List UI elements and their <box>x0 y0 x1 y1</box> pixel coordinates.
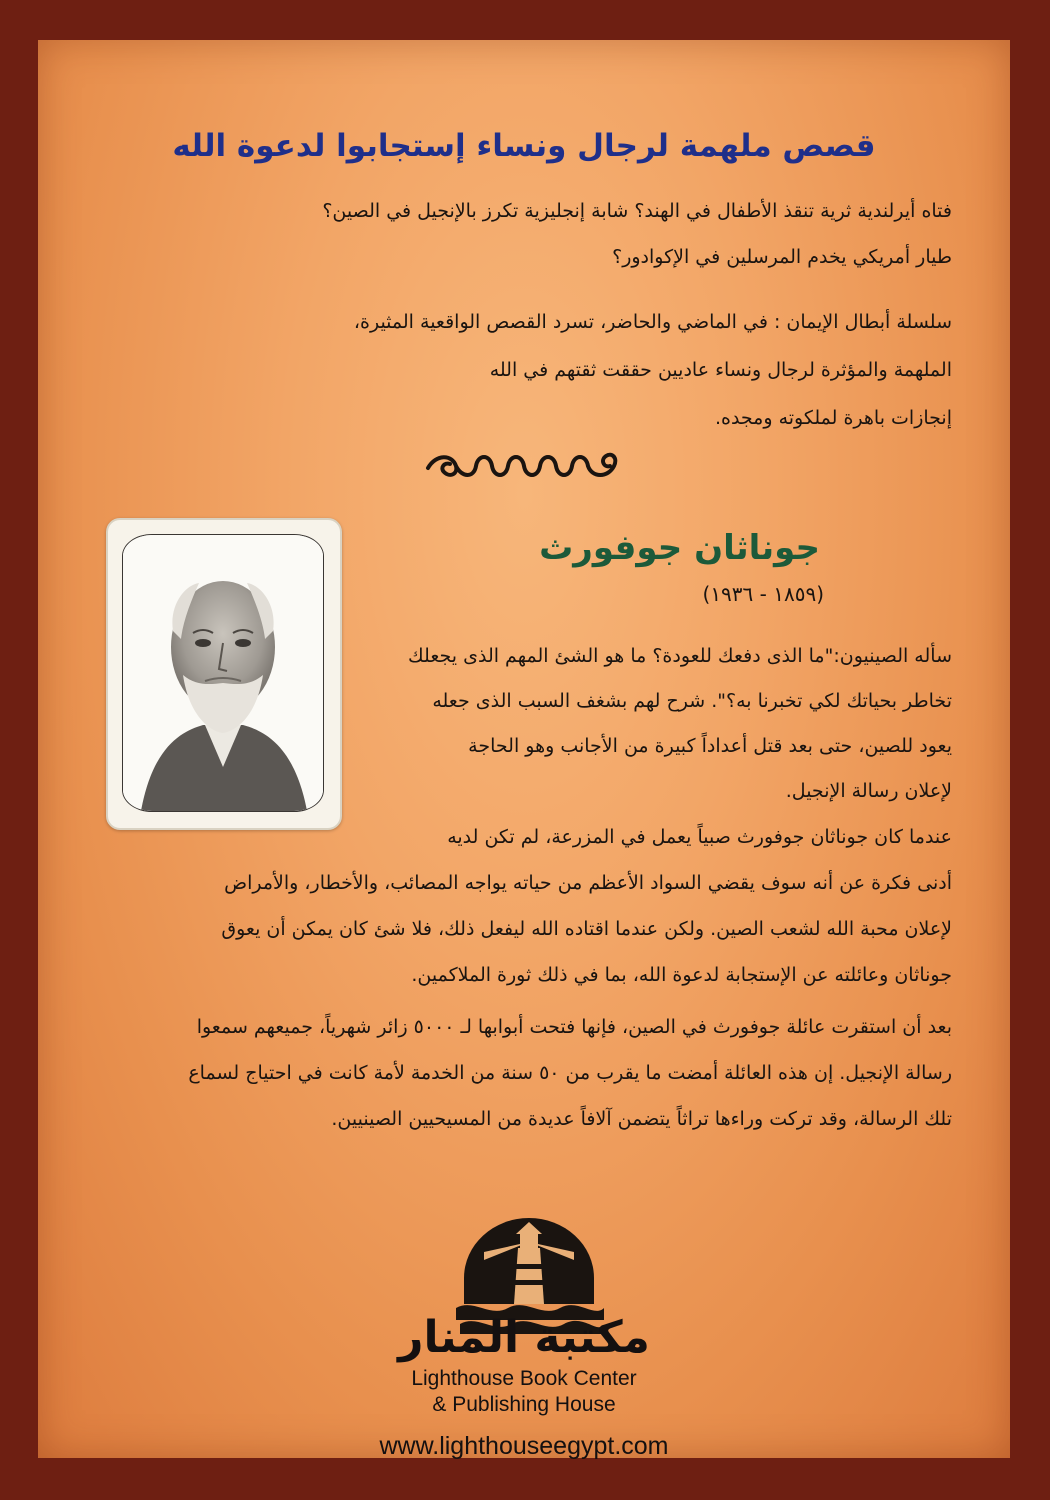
story-line: جوناثان وعائلته عن الإستجابة لدعوة الله، بما في ذلك ثورة الملاكمين. <box>411 964 952 986</box>
intro-line: طيار أمريكي يخدم المرسلين في الإكوادور؟ <box>612 246 952 268</box>
publisher-website[interactable]: www.lighthouseegypt.com <box>379 1432 669 1460</box>
story-paragraph-1 <box>292 634 952 814</box>
publisher-line-1: Lighthouse Book Center <box>411 1367 637 1390</box>
story-line: لإعلان رسالة الإنجيل. <box>785 780 952 802</box>
story-line: يعود للصين، حتى بعد قتل أعداداً كبيرة من الأجانب وهو الحاجة <box>468 735 952 757</box>
story-line: لإعلان محبة الله لشعب الصين. ولكن عندما اقتاده الله ليفعل ذلك، فلا شئ كان يمكن أن يعوق <box>221 918 952 940</box>
headline: قصص ملهمة لرجال ونساء إستجابوا لدعوة الله <box>172 128 876 164</box>
intro-text <box>92 188 952 280</box>
story-paragraph-2 <box>52 814 952 998</box>
subject-years: (١٨٥٩ - ١٩٣٦) <box>702 582 824 606</box>
intro-line: فتاه أيرلندية ثرية تنقذ الأطفال في الهند؟ شابة إنجليزية تكرز بالإنجيل في الصين؟ <box>322 200 952 222</box>
story-line: تخاطر بحياتك لكي تخبرنا به؟". شرح لهم بشغف السبب الذى جعله <box>432 690 952 712</box>
series-line: الملهمة والمؤثرة لرجال ونساء عاديين حققت ثقتهم في الله <box>489 359 952 381</box>
series-line: سلسلة أبطال الإيمان : في الماضي والحاضر، تسرد القصص الواقعية المثيرة، <box>353 311 952 333</box>
ornament-divider <box>422 444 626 488</box>
story-line: تلك الرسالة، وقد تركت وراءها تراثاً يتضمن آلافاً عديدة من المسيحيين الصينيين. <box>331 1108 952 1130</box>
series-line: إنجازات باهرة لملكوته ومجده. <box>714 407 952 429</box>
story-line: سأله الصينيون:"ما الذى دفعك للعودة؟ ما هو الشئ المهم الذى يجعلك <box>408 645 952 667</box>
subject-name: جوناثان جوفورث <box>539 528 820 568</box>
story-line: بعد أن استقرت عائلة جوفورث في الصين، فإنها فتحت أبوابها لـ ٥٠٠٠ زائر شهرياً، جميعهم سمعوا <box>196 1016 952 1038</box>
story-line: رسالة الإنجيل. إن هذه العائلة أمضت ما يقرب من ٥٠ سنة من الخدمة لأمة كانت في احتياج لسماع <box>188 1062 952 1084</box>
publisher-name-arabic: مكتبة المنار <box>398 1312 650 1363</box>
cover-panel <box>38 40 1010 1458</box>
story-line: عندما كان جوناثان جوفورث صبياً يعمل في المزرعة، لم تكن لديه <box>447 826 952 848</box>
publisher-name-english <box>38 1366 1010 1418</box>
publisher-line-2: & Publishing House <box>432 1393 616 1416</box>
story-line: أدنى فكرة عن أنه سوف يقضي السواد الأعظم من حياته يواجه المصائب، والأخطار، والأمراض <box>224 872 952 894</box>
story-paragraph-3 <box>52 1004 952 1142</box>
series-description <box>92 298 952 442</box>
